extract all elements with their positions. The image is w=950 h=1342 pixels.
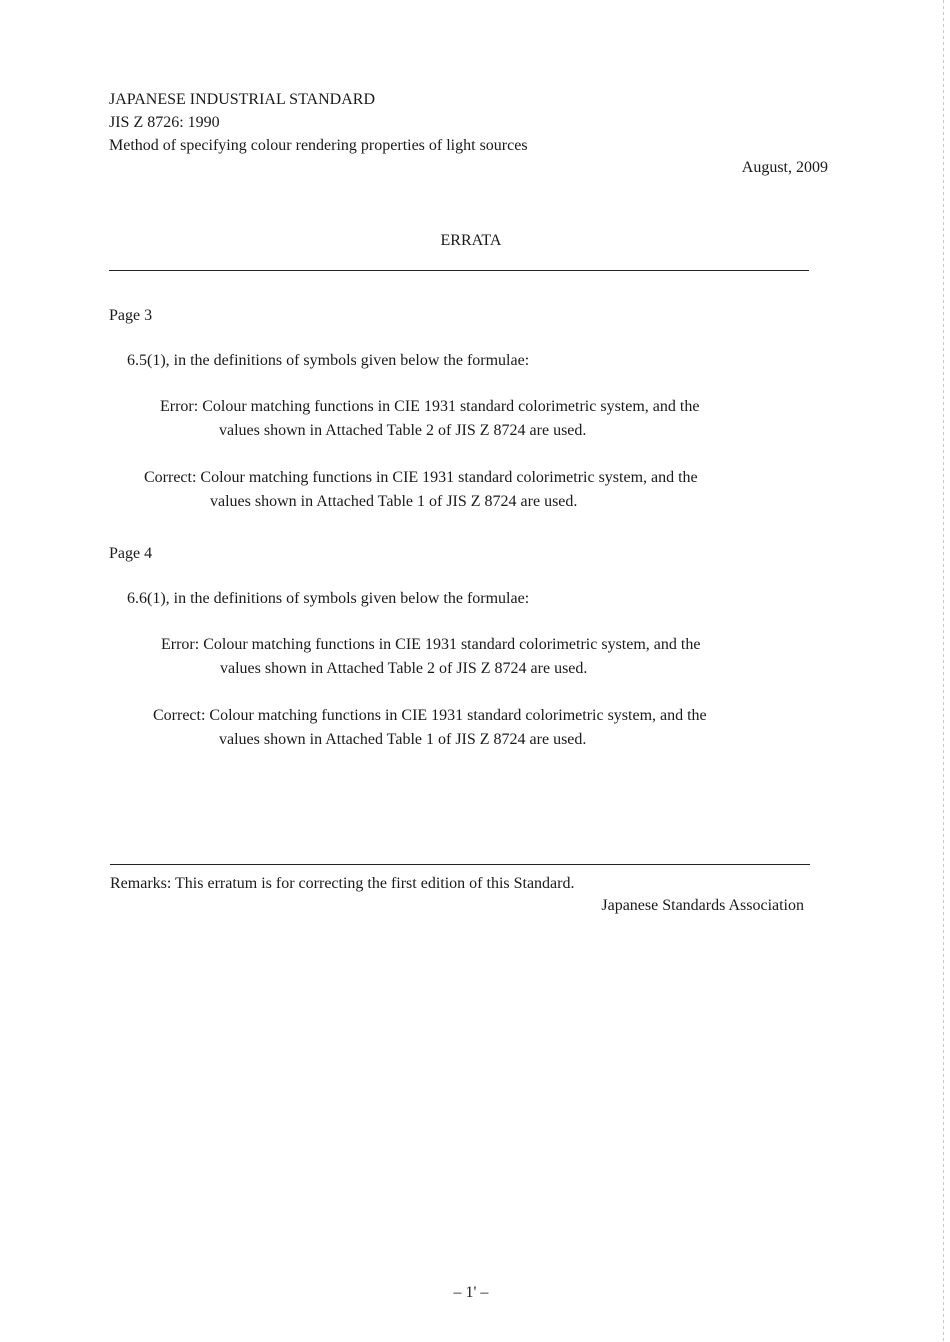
title-divider xyxy=(109,270,809,271)
section-clause: 6.6(1), in the definitions of symbols given below the formulae: xyxy=(127,590,530,607)
error-text-line2: values shown in Attached Table 2 of JIS Z 8724 are used. xyxy=(219,422,587,439)
section-clause: 6.5(1), in the definitions of symbols given below the formulae: xyxy=(127,352,530,369)
standard-title: Method of specifying colour rendering properties of light sources xyxy=(109,137,528,154)
correct-text-line2: values shown in Attached Table 1 of JIS Z 8724 are used. xyxy=(210,493,578,510)
error-text-line1: Colour matching functions in CIE 1931 standard colorimetric system, and the xyxy=(203,636,701,653)
error-label: Error: xyxy=(161,636,200,653)
correct-entry xyxy=(153,704,843,752)
standard-type: JAPANESE INDUSTRIAL STANDARD xyxy=(109,91,375,108)
correct-text-line1: Colour matching functions in CIE 1931 standard colorimetric system, and the xyxy=(200,469,698,486)
error-text-line1: Colour matching functions in CIE 1931 standard colorimetric system, and the xyxy=(202,398,700,415)
page-title: ERRATA xyxy=(440,232,502,249)
page-number: – 1' – xyxy=(453,1284,489,1301)
correct-label: Correct: xyxy=(144,469,197,486)
issuer-name: Japanese Standards Association xyxy=(601,897,804,914)
scan-edge-border xyxy=(943,0,944,1342)
correct-text-line1: Colour matching functions in CIE 1931 standard colorimetric system, and the xyxy=(209,707,707,724)
error-label: Error: xyxy=(160,398,199,415)
correct-entry xyxy=(144,466,844,514)
section-page-label: Page 3 xyxy=(109,307,153,324)
standard-number: JIS Z 8726: 1990 xyxy=(109,114,220,131)
correct-text-line2: values shown in Attached Table 1 of JIS Z 8724 are used. xyxy=(219,731,587,748)
error-entry xyxy=(160,395,840,443)
remarks-divider xyxy=(110,864,810,865)
remarks-text: Remarks: This erratum is for correcting the first edition of this Standard. xyxy=(110,875,575,892)
error-entry xyxy=(161,633,841,681)
errata-date: August, 2009 xyxy=(741,159,828,176)
correct-label: Correct: xyxy=(153,707,206,724)
error-text-line2: values shown in Attached Table 2 of JIS Z 8724 are used. xyxy=(220,660,588,677)
section-page-label: Page 4 xyxy=(109,545,153,562)
